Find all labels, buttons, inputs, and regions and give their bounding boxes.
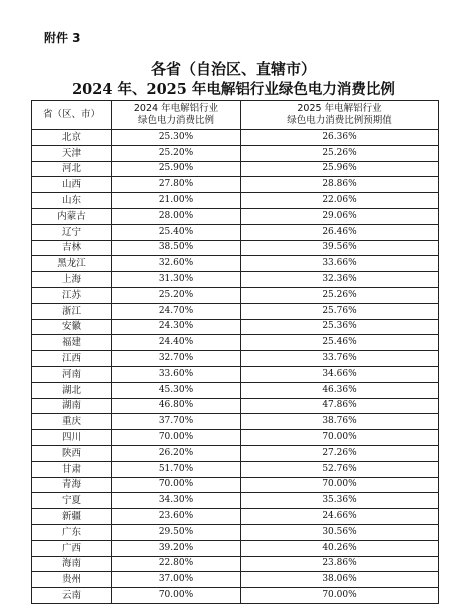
table-row [32,572,439,588]
value-2025-cell: 47.86% [241,398,439,414]
value-2024-cell: 37.70% [112,414,241,430]
table-row [32,461,439,477]
table-row [32,414,439,430]
province-cell: 四川 [32,430,112,446]
value-2024-cell: 25.30% [112,130,241,146]
value-2025-cell: 26.36% [241,130,439,146]
value-2025-cell: 27.26% [241,445,439,461]
province-cell: 湖北 [32,382,112,398]
table-row [32,335,439,351]
value-2024-cell: 34.30% [112,493,241,509]
value-2025-cell: 70.00% [241,430,439,446]
value-2025-cell: 39.56% [241,240,439,256]
value-2024-cell: 39.20% [112,540,241,556]
province-cell: 河南 [32,366,112,382]
header-2025 [241,101,439,130]
value-2025-cell: 25.76% [241,303,439,319]
header-2024 [112,101,241,130]
table-row [32,351,439,367]
value-2025-cell: 25.26% [241,287,439,303]
value-2025-cell: 26.46% [241,224,439,240]
value-2024-cell: 32.70% [112,351,241,367]
value-2024-cell: 23.60% [112,509,241,525]
table-row [32,193,439,209]
province-cell: 青海 [32,477,112,493]
green-power-consumption-table [31,100,439,604]
province-cell: 山东 [32,193,112,209]
province-cell: 浙江 [32,303,112,319]
document-title-line1: 各省（自治区、直辖市） [150,60,316,78]
value-2024-cell: 22.80% [112,556,241,572]
value-2025-cell: 40.26% [241,540,439,556]
province-cell: 上海 [32,272,112,288]
header-2025-line2: 绿色电力消费比例预期值 [287,115,392,126]
value-2025-cell: 33.66% [241,256,439,272]
table-row [32,445,439,461]
table-row [32,319,439,335]
value-2025-cell: 46.36% [241,382,439,398]
table-row [32,430,439,446]
value-2024-cell: 37.00% [112,572,241,588]
header-2025-line1: 2025 年电解铝行业 [297,103,382,114]
value-2024-cell: 38.50% [112,240,241,256]
table-row [32,145,439,161]
province-cell: 安徽 [32,319,112,335]
table-row [32,493,439,509]
value-2025-cell: 70.00% [241,477,439,493]
value-2025-cell: 22.06% [241,193,439,209]
value-2025-cell: 24.66% [241,509,439,525]
value-2025-cell: 52.76% [241,461,439,477]
header-2024-line1: 2024 年电解铝行业 [133,103,219,114]
table-row [32,256,439,272]
value-2024-cell: 29.50% [112,524,241,540]
province-cell: 甘肃 [32,461,112,477]
province-cell: 陕西 [32,445,112,461]
table-row [32,588,439,604]
province-cell: 山西 [32,177,112,193]
province-cell: 广东 [32,524,112,540]
value-2024-cell: 51.70% [112,461,241,477]
value-2025-cell: 30.56% [241,524,439,540]
value-2024-cell: 26.20% [112,445,241,461]
table-row [32,272,439,288]
province-cell: 广西 [32,540,112,556]
value-2025-cell: 25.96% [241,161,439,177]
value-2025-cell: 35.36% [241,493,439,509]
province-cell: 江西 [32,351,112,367]
value-2024-cell: 27.80% [112,177,241,193]
value-2024-cell: 46.80% [112,398,241,414]
value-2024-cell: 32.60% [112,256,241,272]
value-2025-cell: 25.46% [241,335,439,351]
province-cell: 重庆 [32,414,112,430]
value-2025-cell: 34.66% [241,366,439,382]
table-body [32,130,439,604]
table-row [32,366,439,382]
province-cell: 云南 [32,588,112,604]
table-row [32,556,439,572]
value-2024-cell: 24.30% [112,319,241,335]
value-2024-cell: 25.20% [112,287,241,303]
attachment-label: 附件 3 [44,31,81,45]
header-province: 省（区、市） [32,101,112,130]
value-2025-cell: 32.36% [241,272,439,288]
value-2024-cell: 33.60% [112,366,241,382]
value-2024-cell: 70.00% [112,588,241,604]
table-row [32,161,439,177]
province-cell: 福建 [32,335,112,351]
value-2025-cell: 70.00% [241,588,439,604]
table-row [32,240,439,256]
table-row [32,208,439,224]
value-2024-cell: 70.00% [112,430,241,446]
table-row [32,509,439,525]
value-2024-cell: 21.00% [112,193,241,209]
province-cell: 江苏 [32,287,112,303]
value-2025-cell: 25.36% [241,319,439,335]
value-2024-cell: 25.20% [112,145,241,161]
header-2024-line2: 绿色电力消费比例 [137,115,214,126]
province-cell: 北京 [32,130,112,146]
value-2024-cell: 24.70% [112,303,241,319]
value-2024-cell: 45.30% [112,382,241,398]
value-2024-cell: 24.40% [112,335,241,351]
table-row [32,287,439,303]
table-row [32,303,439,319]
province-cell: 天津 [32,145,112,161]
value-2025-cell: 38.76% [241,414,439,430]
province-cell: 湖南 [32,398,112,414]
value-2024-cell: 28.00% [112,208,241,224]
province-cell: 河北 [32,161,112,177]
table-row [32,477,439,493]
province-cell: 辽宁 [32,224,112,240]
value-2025-cell: 33.76% [241,351,439,367]
value-2025-cell: 25.26% [241,145,439,161]
value-2024-cell: 70.00% [112,477,241,493]
table-row [32,398,439,414]
province-cell: 吉林 [32,240,112,256]
province-cell: 黑龙江 [32,256,112,272]
value-2025-cell: 38.06% [241,572,439,588]
province-cell: 内蒙古 [32,208,112,224]
table-row [32,382,439,398]
table-row [32,224,439,240]
province-cell: 贵州 [32,572,112,588]
table-row [32,540,439,556]
province-cell: 新疆 [32,509,112,525]
value-2025-cell: 29.06% [241,208,439,224]
table-row [32,130,439,146]
province-cell: 宁夏 [32,493,112,509]
value-2024-cell: 25.40% [112,224,241,240]
value-2024-cell: 25.90% [112,161,241,177]
value-2024-cell: 31.30% [112,272,241,288]
province-cell: 海南 [32,556,112,572]
document-title-line2: 2024 年、2025 年电解铝行业绿色电力消费比例 [72,81,395,98]
value-2025-cell: 28.86% [241,177,439,193]
table-row [32,177,439,193]
table-row [32,524,439,540]
table-header-row [32,101,439,130]
value-2025-cell: 23.86% [241,556,439,572]
